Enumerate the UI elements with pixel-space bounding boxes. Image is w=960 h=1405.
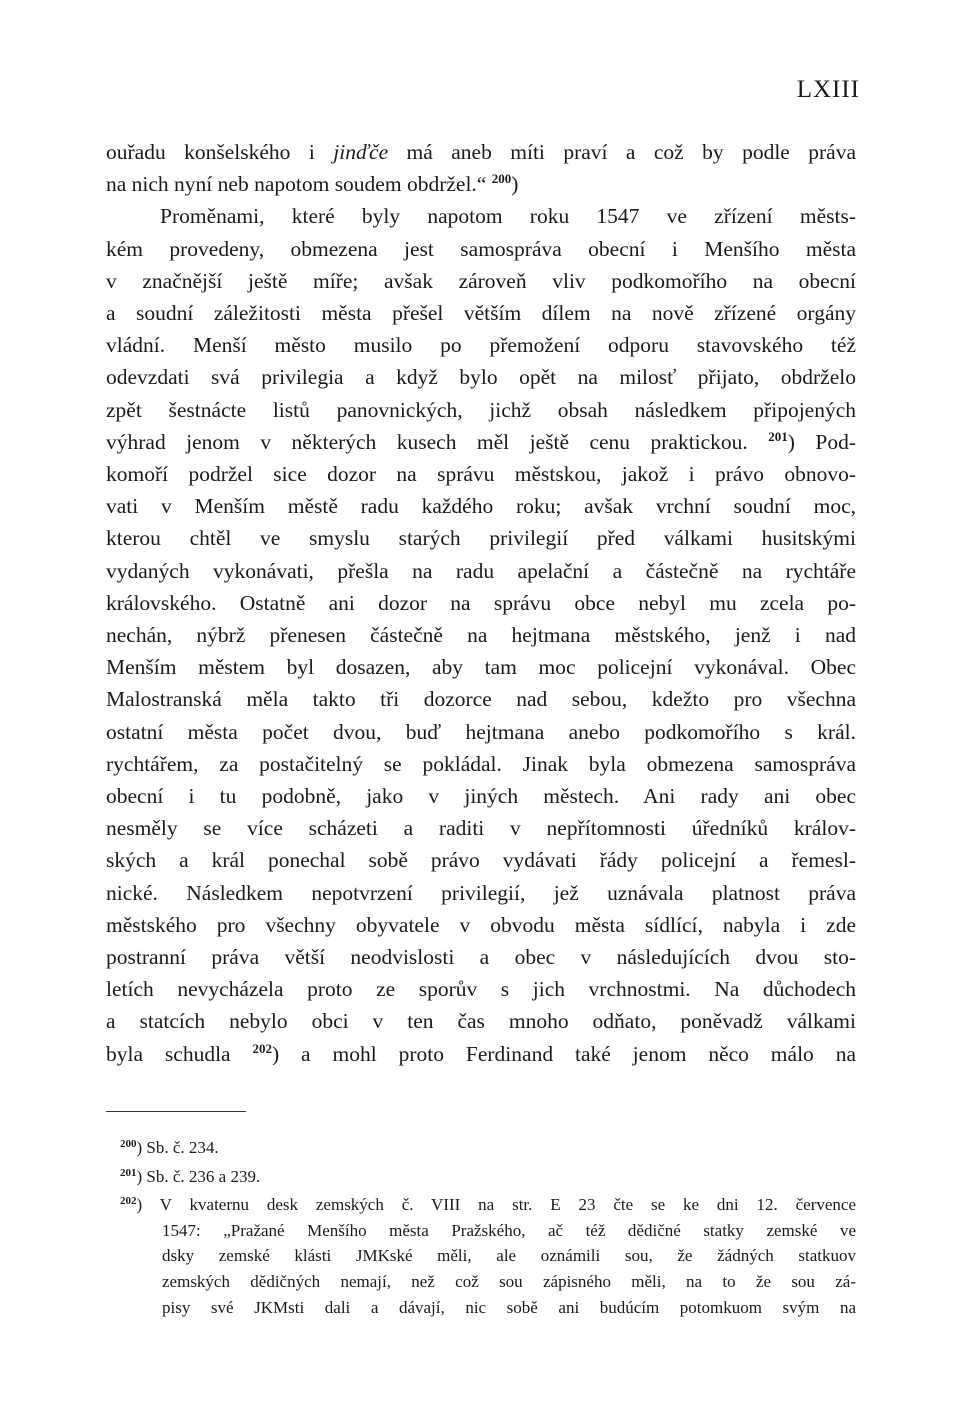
footnote-text: zemských dědičných nemají, než což sou zápisného měli, na to že sou zá-	[162, 1271, 856, 1291]
text-line	[106, 844, 856, 876]
footnote-text: pisy své JKMsti dali a dávají, nic sobě ani budúcím potomkuom svým na	[162, 1297, 856, 1317]
text-line	[106, 909, 856, 941]
text-line	[106, 458, 856, 490]
page-number: LXIII	[796, 76, 860, 103]
text-line	[106, 619, 856, 651]
text-segment: Proměnami, které byly napotom roku 1547 ve zřízení městs-	[160, 204, 856, 229]
text-segment: královského. Ostatně ani dozor na správu obce nebyl mu zcela po-	[106, 590, 856, 615]
text-line	[106, 394, 856, 426]
footnote-separator	[106, 1111, 246, 1112]
text-segment: a soudní záležitosti města přešel větším dílem na nově zřízené orgány	[106, 301, 856, 326]
text-line	[106, 587, 856, 619]
text-segment: obecní i tu podobně, jako v jiných městech. Ani rady ani obec	[106, 784, 856, 809]
footnote	[106, 1132, 856, 1161]
text-segment: a statcích nebylo obci v ten čas mnoho odňato, poněvadž válkami	[106, 1009, 856, 1034]
text-segment: ) a mohl proto Ferdinand také jenom něco málo na	[272, 1041, 856, 1066]
footnote-line	[106, 1218, 856, 1244]
text-segment: vládní. Menší město musilo po přemožení odporu stavovského též	[106, 333, 856, 358]
text-line	[106, 877, 856, 909]
text-line	[106, 973, 856, 1005]
footnote-line	[106, 1269, 856, 1295]
text-segment: zpět šestnácte listů panovnických, jichž obsah následkem připojených	[106, 397, 856, 422]
text-line	[106, 168, 856, 200]
text-segment: vydaných vykonávati, přešla na radu apelační a částečně na rychtáře	[106, 558, 856, 583]
footnote-line	[106, 1189, 856, 1218]
text-segment: letích nevycházela proto ze sporův s jich vrchnostmi. Na důchodech	[106, 977, 856, 1002]
text-line	[106, 941, 856, 973]
text-segment: rychtářem, za postačitelný se pokládal. Jinak byla obmezena samospráva	[106, 751, 856, 776]
text-segment: výhrad jenom v některých kusech měl ještě cenu praktickou.	[106, 429, 769, 454]
footnote-line	[106, 1295, 856, 1321]
text-segment: ských a král ponechal sobě právo vydávati řády policejní a řemesl-	[106, 848, 856, 873]
text-line	[106, 1038, 856, 1070]
footnote-reference: 201	[768, 428, 788, 444]
footnote-number: 201	[120, 1166, 137, 1179]
text-line	[106, 136, 856, 168]
footnote-line	[106, 1132, 856, 1161]
text-line	[106, 297, 856, 329]
text-line	[106, 1005, 856, 1037]
text-line	[106, 651, 856, 683]
text-line	[106, 683, 856, 715]
text-segment: postranní práva větší neodvislosti a obec v následujících dvou sto-	[106, 945, 856, 970]
text-segment: )	[511, 172, 519, 197]
text-segment: má aneb míti praví a což by podle práva	[388, 140, 857, 164]
text-segment: odevzdati svá privilegia a když bylo opět na milosť přijato, obdrželo	[106, 365, 856, 390]
text-line	[106, 490, 856, 522]
footnote-text: ) Sb. č. 234.	[136, 1138, 219, 1157]
text-line	[106, 748, 856, 780]
footnote	[106, 1189, 856, 1320]
text-segment: Menším městem byl dosazen, aby tam moc policejní vykonával. Obec	[106, 655, 856, 680]
body-text	[106, 136, 856, 1070]
text-line	[106, 361, 856, 393]
footnote-line	[106, 1243, 856, 1269]
text-line	[106, 265, 856, 297]
text-line	[106, 200, 856, 232]
footnote-text: ) V kvaternu desk zemských č. VIII na str. E 23 čte se ke dni 12. července	[136, 1195, 856, 1215]
text-segment: byla schudla	[106, 1041, 253, 1066]
text-line	[106, 233, 856, 265]
text-segment: ostatní města počet dvou, buď hejtmana anebo podkomořího s král.	[106, 719, 856, 744]
footnotes	[106, 1132, 856, 1320]
text-line	[106, 329, 856, 361]
footnote-text: dsky zemské klásti JMKské měli, ale oznámili sou, že žádných statkuov	[162, 1246, 856, 1266]
text-line	[106, 522, 856, 554]
footnote-text: 1547: „Pražané Menšího města Pražského, ač též dědičné statky zemské ve	[162, 1220, 856, 1240]
text-segment: vati v Menším městě radu každého roku; avšak vrchní soudní moc,	[106, 494, 856, 519]
italic-word: jinďče	[333, 140, 389, 164]
text-line	[106, 555, 856, 587]
text-segment: nesměly se více scházeti a raditi v nepřítomnosti úředníků králov-	[106, 816, 856, 841]
text-segment: nechán, nýbrž přenesen částečně na hejtmana městského, jenž i nad	[106, 623, 856, 648]
text-line	[106, 716, 856, 748]
footnote-reference: 200	[491, 171, 512, 187]
text-segment: na nich nyní neb napotom soudem obdržel.“	[106, 172, 492, 197]
text-line	[106, 426, 856, 458]
text-segment: ) Pod-	[787, 429, 856, 454]
footnote-text: ) Sb. č. 236 a 239.	[136, 1166, 261, 1186]
text-segment: kém provedeny, obmezena jest samospráva obecní i Menšího města	[106, 236, 856, 261]
footnote-line	[106, 1161, 856, 1190]
footnote-number: 202	[120, 1195, 137, 1208]
footnote-reference: 202	[252, 1040, 272, 1056]
text-segment: ouřadu konšelského i	[106, 140, 334, 164]
text-segment: v značnější ještě míře; avšak zároveň vliv podkomořího na obecní	[106, 268, 856, 293]
text-segment: nické. Následkem nepotvrzení privilegií, jež uznávala platnost práva	[106, 880, 856, 905]
text-line	[106, 780, 856, 812]
text-segment: městského pro všechny obyvatele v obvodu města sídlící, nabyla i zde	[106, 912, 856, 937]
footnote-number: 200	[120, 1138, 137, 1150]
text-segment: kterou chtěl ve smyslu starých privilegií před válkami husitskými	[106, 526, 856, 551]
text-line	[106, 812, 856, 844]
text-segment: Malostranská měla takto tři dozorce nad sebou, kdežto pro všechna	[106, 687, 856, 712]
text-segment: komoří podržel sice dozor na správu městskou, jakož i právo obnovo-	[106, 462, 856, 487]
footnote	[106, 1161, 856, 1190]
